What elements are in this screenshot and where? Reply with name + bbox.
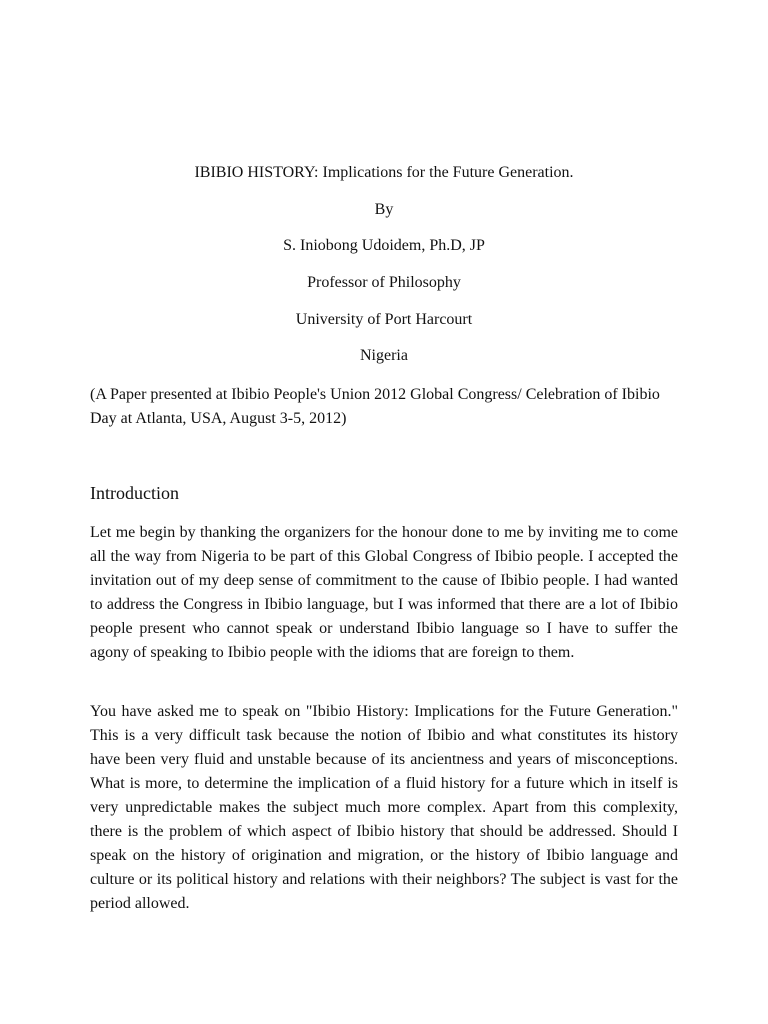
body-paragraph: You have asked me to speak on "Ibibio History: Implications for the Future Generation." This is a very difficult task because the notion of Ibibio and what constitutes its history have been very fluid and unstable because of its ancientness and years of misconceptions. What is more, to determine the implication of a fluid history for a future which in itself is very unpredictable makes the subject much more complex. Apart from this complexity, there is the problem of which aspect of Ibibio history that should be addressed. Should I speak on the history of origination and migration, or the history of Ibibio language and culture or its political history and relations with their neighbors? The subject is vast for the period allowed. bbox=[90, 703, 678, 912]
author-institution: University of Port Harcourt bbox=[295, 311, 473, 328]
by-line: By bbox=[374, 201, 394, 218]
author-country: Nigeria bbox=[360, 347, 408, 364]
author-position: Professor of Philosophy bbox=[307, 274, 461, 291]
presentation-note: (A Paper presented at Ibibio People's Union 2012 Global Congress/ Celebration of Ibibio Day at Atlanta, USA, August 3-5, 2012) bbox=[90, 386, 660, 427]
author-name: S. Iniobong Udoidem, Ph.D, JP bbox=[283, 237, 485, 254]
paper-title: IBIBIO HISTORY: Implications for the Future Generation. bbox=[194, 164, 574, 181]
section-heading-introduction: Introduction bbox=[90, 483, 179, 503]
body-paragraph: Let me begin by thanking the organizers for the honour done to me by inviting me to come all the way from Nigeria to be part of this Global Congress of Ibibio people. I accepted the invitation out of my deep sense of commitment to the cause of Ibibio people. I had wanted to address the Congress in Ibibio language, but I was informed that there are a lot of Ibibio people present who cannot speak or understand Ibibio language so I have to suffer the agony of speaking to Ibibio people with the idioms that are foreign to them. bbox=[90, 524, 678, 661]
